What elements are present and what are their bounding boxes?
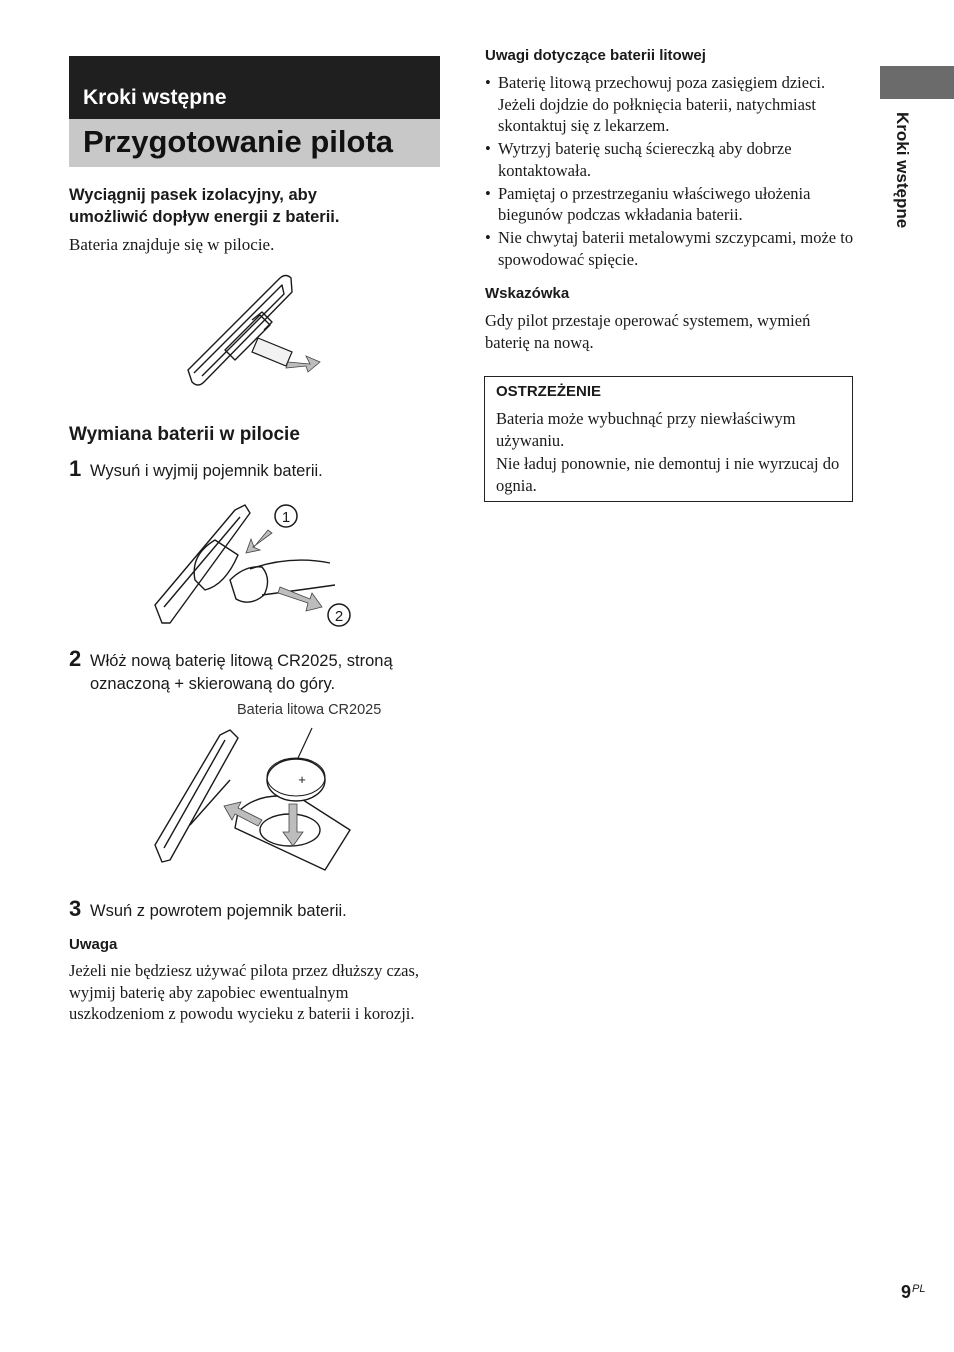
insulation-heading: Wyciągnij pasek izolacyjny, aby umożliwić dopływ energii z baterii. bbox=[69, 186, 340, 226]
label-leader-line bbox=[298, 728, 312, 758]
page-title-bar bbox=[69, 119, 440, 167]
battery-plus-symbol: + bbox=[298, 772, 306, 787]
section-title: Kroki wstępne bbox=[83, 86, 227, 109]
replacement-heading: Wymiana baterii w pilocie bbox=[69, 424, 300, 445]
cr2025-battery bbox=[267, 759, 325, 801]
side-tab-label: Kroki wstępne bbox=[893, 112, 912, 229]
pull-arrow bbox=[286, 356, 320, 372]
note-text: Jeżeli nie będziesz używać pilota przez dłuższy czas, wyjmij baterię aby zapobiec ewentualnym uszkodzeniom z powodu wycieku z baterii i korozji. bbox=[69, 961, 419, 1023]
tip-heading: Wskazówka bbox=[485, 285, 570, 302]
insert-battery-illustration bbox=[150, 720, 365, 885]
insulation-strip-illustration bbox=[180, 270, 330, 395]
list-item: • Pamiętaj o przestrzeganiu właściwego ułożenia biegunów podczas wkładania baterii. bbox=[485, 183, 857, 226]
push-arrow bbox=[246, 530, 272, 553]
step-3-text: Wsuń z powrotem pojemnik baterii. bbox=[90, 902, 347, 920]
page-number-suffix: PL bbox=[912, 1283, 926, 1295]
page-title: Przygotowanie pilota bbox=[83, 124, 394, 159]
list-item: • Nie chwytaj baterii metalowymi szczypcami, może to spowodować spięcie. bbox=[485, 227, 857, 270]
step-2-number: 2 bbox=[69, 646, 82, 671]
page-number bbox=[901, 1282, 925, 1303]
step-2-text: Włóż nową baterię litową CR2025, stroną oznaczoną + skierowaną do góry. bbox=[90, 652, 393, 693]
step-3-number: 3 bbox=[69, 896, 82, 921]
step-1-text: Wysuń i wyjmij pojemnik baterii. bbox=[90, 462, 323, 480]
list-item: • Wytrzyj baterię suchą ściereczką aby dobrze kontaktowała. bbox=[485, 138, 857, 181]
section-header bbox=[69, 56, 440, 119]
remote-inner-edge bbox=[164, 517, 240, 607]
step-1-number: 1 bbox=[69, 456, 82, 481]
page-number-value: 9 bbox=[901, 1282, 912, 1302]
battery-label: Bateria litowa CR2025 bbox=[237, 702, 382, 718]
remote-inner-edge bbox=[164, 740, 225, 848]
callout-2-label: 2 bbox=[334, 608, 344, 625]
side-tab-label-wrap bbox=[890, 112, 916, 262]
warning-box bbox=[484, 376, 853, 502]
note-heading: Uwaga bbox=[69, 936, 118, 953]
insert-battery-arrow bbox=[283, 804, 303, 846]
tip-text: Gdy pilot przestaje operować systemem, wymień baterię na nową. bbox=[485, 311, 811, 352]
side-tab-marker bbox=[880, 66, 954, 99]
callout-1-label: 1 bbox=[281, 509, 291, 526]
insulation-text: Bateria znajduje się w pilocie. bbox=[69, 235, 275, 254]
warning-line-1: Bateria może wybuchnąć przy niewłaściwym używaniu. bbox=[496, 409, 796, 450]
remote-inner-edge bbox=[194, 285, 284, 376]
warning-heading: OSTRZEŻENIE bbox=[496, 383, 602, 400]
insulation-strip bbox=[252, 338, 292, 366]
insert-tray-arrow bbox=[224, 802, 262, 826]
list-item: • Baterię litową przechowuj poza zasięgiem dzieci. Jeżeli dojdzie do połknięcia baterii, natychmiast skontaktuj się z lekarzem. bbox=[485, 72, 857, 137]
remote-outline bbox=[188, 276, 292, 386]
remove-tray-illustration bbox=[150, 495, 360, 635]
lithium-notes-list bbox=[485, 72, 857, 272]
tray-slot-edge bbox=[190, 780, 230, 825]
hand-outline-bottom bbox=[262, 585, 335, 595]
lithium-notes-heading: Uwagi dotyczące baterii litowej bbox=[485, 47, 706, 64]
finger-tip bbox=[230, 567, 268, 602]
warning-line-2: Nie ładuj ponownie, nie demontuj i nie wyrzucaj do ognia. bbox=[496, 454, 840, 495]
